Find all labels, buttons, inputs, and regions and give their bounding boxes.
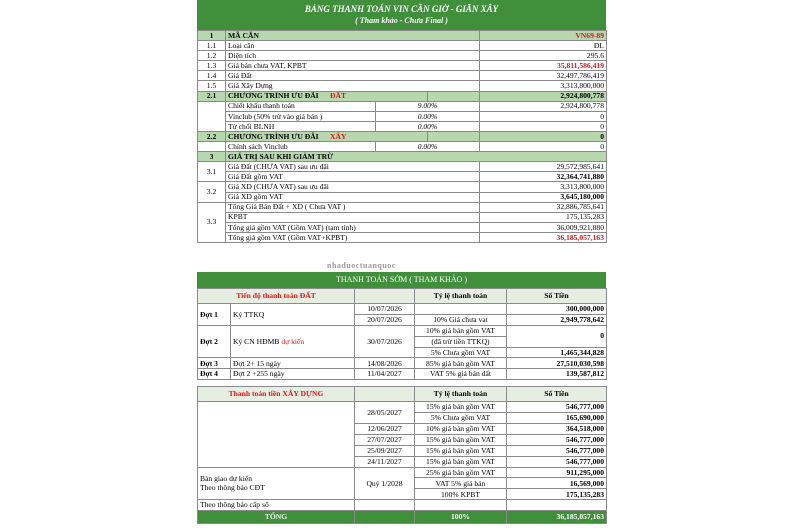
table-row: 5% Chưa gồm VAT 1,465,344,828 — [198, 347, 607, 358]
table-row: Đợt 1 Ký TTKQ 10/07/2026 300,000,000 — [198, 304, 607, 315]
land-header: Tiến độ thanh toán ĐẤT Tỷ lệ thanh toán Số Tiền — [198, 289, 607, 304]
info-row: 1.5 Giá Xây Dựng 3,313,800,000 — [198, 81, 607, 91]
title-bar — [197, 0, 606, 30]
info-row: 1.3 Giá bán chưa VAT, KPBT 35,811,586,419 — [198, 61, 607, 71]
early-payment-bar: THANH TOÁN SỚM ( THAM KHẢO ) — [197, 272, 606, 288]
table-row: 12/06/2027 10% giá bán gồm VAT 364,518,000 — [198, 424, 607, 435]
table-row: Bàn giao dự kiến Theo thông báo CĐT Quý 1/2028 25% giá bán gồm VAT 911,295,000 — [198, 467, 607, 478]
table-row: 5% Chưa gồm VAT 165,690,000 — [198, 413, 607, 424]
grand-total-value: 36,185,057,163 — [480, 232, 607, 242]
info-table — [197, 30, 607, 243]
table-row: 100% KPBT 175,135,283 — [198, 489, 607, 500]
watermark: nhaduoctuanquoc — [327, 261, 396, 270]
spacer-row — [198, 380, 607, 387]
info-row: Tổng giá gồm VAT (Gồm VAT) (tạm tính) 36,009,921,880 — [198, 222, 607, 232]
info-row: 2.1 CHƯƠNG TRÌNH ƯU ĐÃI ĐẤT 2,924,800,778 — [198, 91, 607, 101]
table-row: (đã trừ tiền TTKQ) — [198, 336, 607, 347]
info-row: Chiết khấu thanh toán 9.00% 2,924,800,778 — [198, 101, 607, 111]
info-row: Vinclub (50% trừ vào giá bán ) 0.00% 0 — [198, 111, 607, 121]
info-row: 1.4 Giá Đất 32,497,786,419 — [198, 71, 607, 81]
info-row: 1 MÃ CĂN VN69-89 — [198, 31, 607, 41]
info-row: KPBT 175,135,283 — [198, 212, 607, 222]
total-row: TỔNG 100% 36,185,057,163 — [198, 511, 607, 524]
info-row: Tổng giá gồm VAT (Gồm VAT+KPBT) 36,185,057,163 — [198, 232, 607, 242]
page-title: BẢNG THANH TOÁN VIN CẦN GIỜ - GIÃN XÂY — [304, 4, 499, 14]
info-row: 1.2 Diện tích 295.6 — [198, 51, 607, 61]
table-row: 25/09/2027 15% giá bán gồm VAT 546,777,000 — [198, 445, 607, 456]
info-row: Chính sách Vinclub 0.00% 0 — [198, 142, 607, 152]
table-row: 20/07/2026 10% Giá chưa vat 2,949,778,642 — [198, 314, 607, 325]
info-row: 3.3 Tổng Giá Bán Đất + XD ( Chưa VAT ) 32,886,785,641 — [198, 202, 607, 212]
table-row: Theo thông báo cấp sổ — [198, 500, 607, 511]
table-row: 28/05/2027 15% giá bán gồm VAT 546,777,000 — [198, 402, 607, 413]
schedule-table — [197, 288, 607, 524]
info-row: Giá Đất gồm VAT 32,364,741,880 — [198, 172, 607, 182]
info-row: 3 GIÁ TRỊ SAU KHI GIẢM TRỪ — [198, 152, 607, 162]
table-row: Đợt 3 Đợt 2+ 15 ngày 14/08/2026 85% giá bán gồm VAT 27,510,030,598 — [198, 358, 607, 369]
info-row: Từ chối BLNH 0.00% 0 — [198, 121, 607, 131]
table-row: 24/11/2027 15% giá bán gồm VAT 546,777,000 — [198, 456, 607, 467]
info-row: 1.1 Loại căn ĐL — [198, 41, 607, 51]
table-row: 27/07/2027 15% giá bán gồm VAT 546,777,000 — [198, 434, 607, 445]
info-row: 3.2 Giá XD (CHƯA VAT) sau ưu đãi 3,313,800,000 — [198, 182, 607, 192]
info-row: Giá XD gồm VAT 3,645,180,000 — [198, 192, 607, 202]
info-row: 2.2 CHƯƠNG TRÌNH ƯU ĐÃI XÂY 0 — [198, 131, 607, 141]
table-row: Đợt 2 Ký CN HĐMB dự kiến 30/07/2026 10% giá bán gồm VAT 0 — [198, 325, 607, 336]
table-row: Đợt 4 Đợt 2 +255 ngày 11/04/2027 VAT 5% giá bán đất 139,587,812 — [198, 369, 607, 380]
payment-sheet — [197, 0, 606, 530]
info-row: 3.1 Giá Đất (CHƯA VAT) sau ưu đãi 29,572,985,641 — [198, 162, 607, 172]
page-subtitle: ( Tham khảo - Chưa Final ) — [355, 16, 448, 25]
build-header: Thanh toán tiền XÂY DỰNG Tỷ lệ thanh toán Số Tiền — [198, 387, 607, 402]
unit-code: VN69-89 — [480, 31, 607, 41]
table-row: VAT 5% giá bán 16,569,000 — [198, 478, 607, 489]
